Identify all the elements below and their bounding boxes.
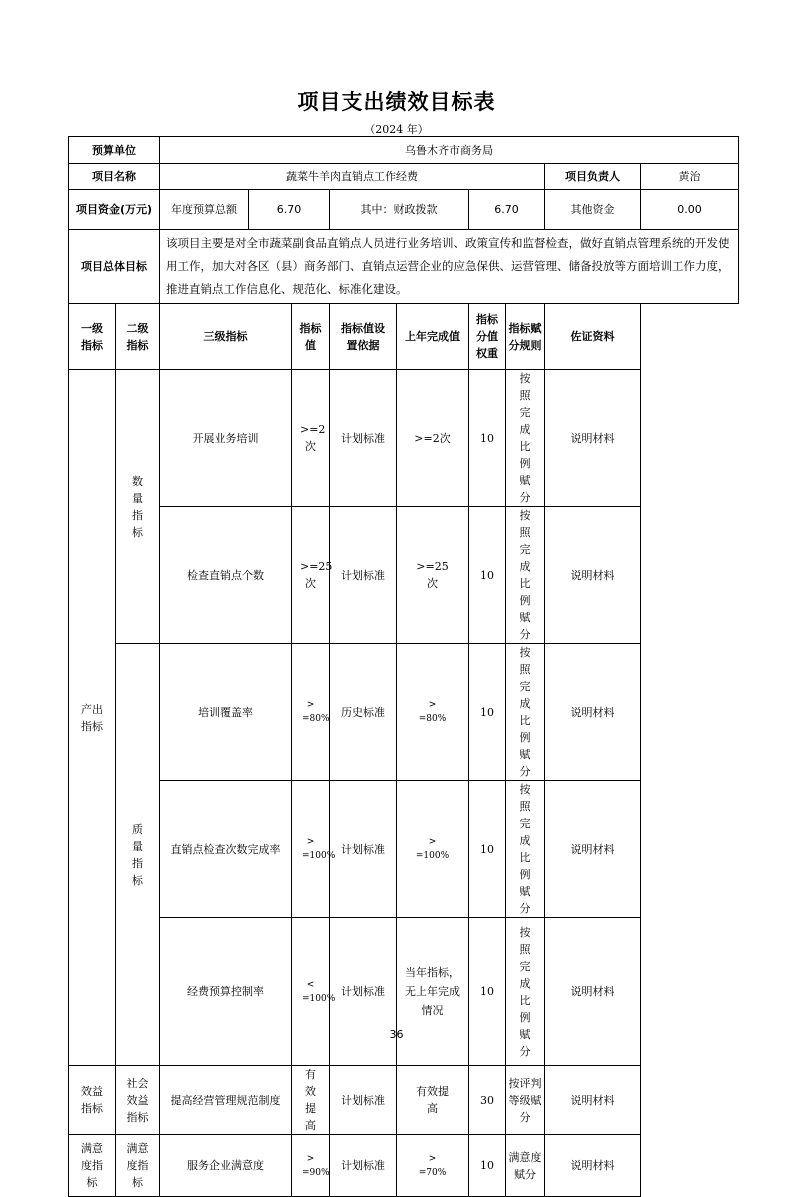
manager-value: 黄治 (641, 164, 739, 190)
indicator-rule: 满意度赋分 (506, 1135, 545, 1197)
manager-label: 项目负责人 (545, 164, 641, 190)
indicator-evidence: 说明材料 (545, 644, 641, 781)
indicator-basis: 历史标准 (330, 644, 397, 781)
header-weight: 指标分值权重 (469, 304, 506, 370)
overall-goal-row (69, 230, 739, 304)
header-last-year: 上年完成值 (397, 304, 469, 370)
indicator-rule: 按照完成比例赋分 (506, 781, 545, 918)
indicator-last-year: 当年指标，无上年完成情况 (397, 918, 469, 1066)
group-benefit: 效益指标 (69, 1066, 116, 1135)
table-row (69, 1135, 739, 1197)
budget-unit-label: 预算单位 (69, 137, 160, 164)
indicator-evidence: 说明材料 (545, 370, 641, 507)
indicator-weight: 30 (469, 1066, 506, 1135)
fiscal-label: 其中：财政拨款 (330, 190, 469, 230)
funds-row (69, 190, 739, 230)
fiscal-value: 6.70 (469, 190, 545, 230)
budget-unit-row (69, 137, 739, 164)
header-rule: 指标赋分规则 (506, 304, 545, 370)
indicator-last-year: > =70% (397, 1135, 469, 1197)
indicator-value: < =100% (292, 918, 330, 1066)
indicator-weight: 10 (469, 1135, 506, 1197)
group-output: 产出指标 (69, 370, 116, 1066)
header-value: 指标值 (292, 304, 330, 370)
indicator-rule: 按评判等级赋分 (506, 1066, 545, 1135)
table-row (69, 370, 739, 507)
funds-label: 项目资金(万元) (69, 190, 160, 230)
indicator-evidence: 说明材料 (545, 781, 641, 918)
indicator-name: 经费预算控制率 (160, 918, 292, 1066)
indicator-last-year: >=25次 (397, 507, 469, 644)
indicator-evidence: 说明材料 (545, 507, 641, 644)
group-satisfaction-level2: 满意度指标 (116, 1135, 160, 1197)
indicator-header-row (69, 304, 739, 370)
indicator-basis: 计划标准 (330, 507, 397, 644)
indicator-value: > =80% (292, 644, 330, 781)
indicator-last-year: >=2次 (397, 370, 469, 507)
table-row (69, 781, 739, 918)
indicator-basis: 计划标准 (330, 370, 397, 507)
indicator-value: 有效提高 (292, 1066, 330, 1135)
indicator-name: 开展业务培训 (160, 370, 292, 507)
indicator-name: 检查直销点个数 (160, 507, 292, 644)
group-quantity: 数量指标 (116, 370, 160, 644)
indicator-last-year: 有效提高 (397, 1066, 469, 1135)
indicator-last-year: > =80% (397, 644, 469, 781)
header-basis: 指标值设置依据 (330, 304, 397, 370)
year-label: （2024 年） (364, 123, 429, 136)
page-title: 项目支出绩效目标表 (297, 90, 496, 114)
indicator-weight: 10 (469, 370, 506, 507)
indicator-weight: 10 (469, 918, 506, 1066)
project-name-value: 蔬菜牛羊肉直销点工作经费 (160, 164, 545, 190)
overall-goal-text: 该项目主要是对全市蔬菜副食品直销点人员进行业务培训、政策宣传和监督检查，做好直销点管理系统的开发使用工作，加大对各区（县）商务部门、直销点运营企业的应急保供、运营管理、储备投放等方面培训工作力度，推进直销点工作信息化、规范化、标准化建设。 (160, 230, 739, 304)
indicator-evidence: 说明材料 (545, 1066, 641, 1135)
other-funds-value: 0.00 (641, 190, 739, 230)
indicator-rule: 按照完成比例赋分 (506, 507, 545, 644)
annual-total-label: 年度预算总额 (160, 190, 249, 230)
indicator-basis: 计划标准 (330, 1066, 397, 1135)
group-satisfaction: 满意度指标 (69, 1135, 116, 1197)
table-row (69, 644, 739, 781)
indicator-name: 服务企业满意度 (160, 1135, 292, 1197)
table-row (69, 1066, 739, 1135)
indicator-basis: 计划标准 (330, 918, 397, 1066)
indicator-weight: 10 (469, 781, 506, 918)
project-name-label: 项目名称 (69, 164, 160, 190)
indicator-name: 直销点检查次数完成率 (160, 781, 292, 918)
indicator-weight: 10 (469, 507, 506, 644)
header-level1: 一级指标 (69, 304, 116, 370)
indicator-weight: 10 (469, 644, 506, 781)
header-level3: 三级指标 (160, 304, 292, 370)
indicator-value: > =100% (292, 781, 330, 918)
indicator-name: 培训覆盖率 (160, 644, 292, 781)
indicator-rule: 按照完成比例赋分 (506, 370, 545, 507)
group-quality: 质量指标 (116, 644, 160, 1066)
indicator-value: >=2次 (292, 370, 330, 507)
project-name-row (69, 164, 739, 190)
indicator-value: > =90% (292, 1135, 330, 1197)
indicator-evidence: 说明材料 (545, 1135, 641, 1197)
other-funds-label: 其他资金 (545, 190, 641, 230)
indicator-basis: 计划标准 (330, 1135, 397, 1197)
header-evidence: 佐证资料 (545, 304, 641, 370)
table-row (69, 507, 739, 644)
indicator-value: >=25次 (292, 507, 330, 644)
indicator-last-year: > =100% (397, 781, 469, 918)
indicator-rule: 按照完成比例赋分 (506, 644, 545, 781)
indicator-name: 提高经营管理规范制度 (160, 1066, 292, 1135)
group-social-benefit: 社会效益指标 (116, 1066, 160, 1135)
page-number: 36 (389, 1028, 404, 1041)
header-level2: 二级指标 (116, 304, 160, 370)
table-row (69, 918, 739, 1066)
budget-unit-value: 乌鲁木齐市商务局 (160, 137, 739, 164)
indicator-rule: 按照完成比例赋分 (506, 918, 545, 1066)
indicator-evidence: 说明材料 (545, 918, 641, 1066)
annual-total-value: 6.70 (249, 190, 330, 230)
indicator-basis: 计划标准 (330, 781, 397, 918)
overall-goal-label: 项目总体目标 (69, 230, 160, 304)
